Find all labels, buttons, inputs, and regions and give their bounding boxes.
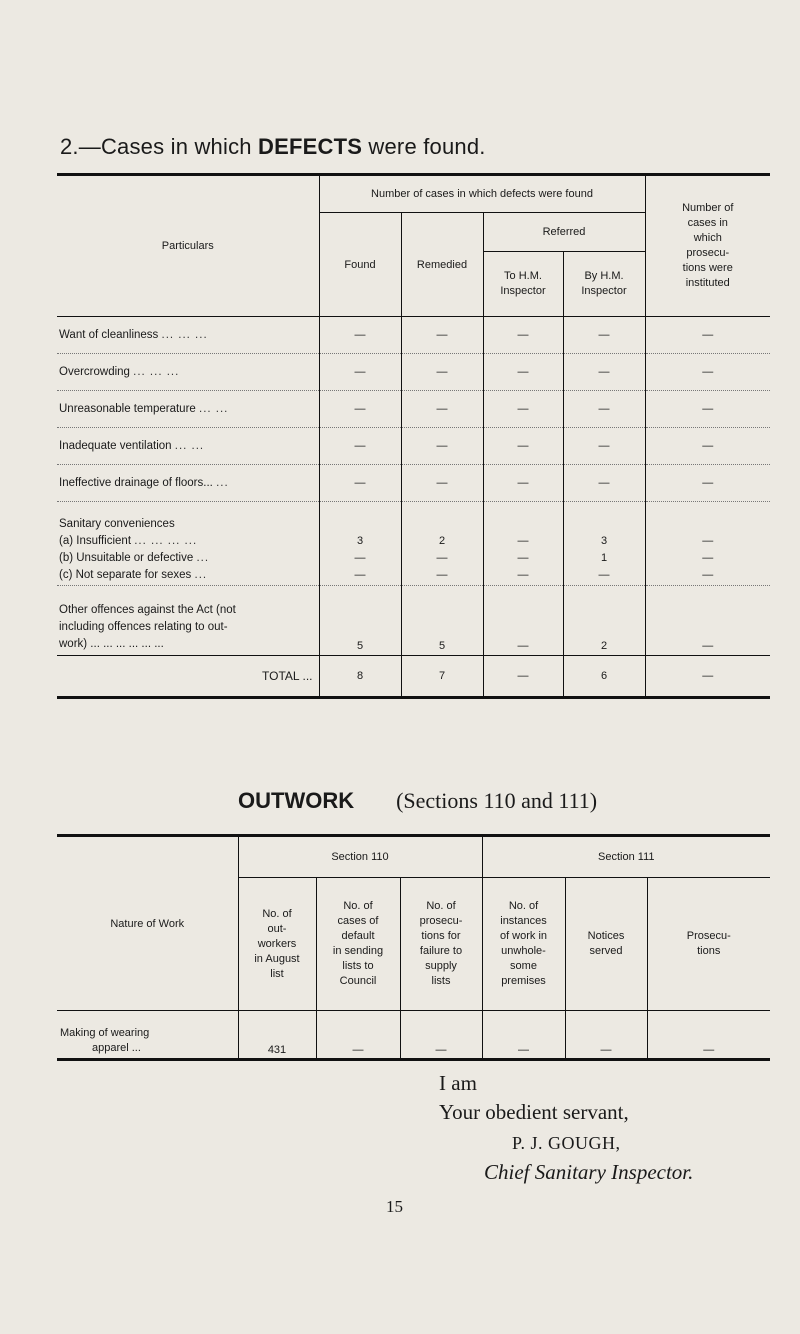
table-row: Overcrowding ... ... ... — — — — —	[57, 354, 770, 391]
outwork-title: OUTWORK (Sections 110 and 111)	[238, 788, 598, 813]
section-title	[60, 134, 486, 160]
row-label: Making of wearing apparel ...	[60, 1027, 150, 1054]
title-bold: DEFECTS	[258, 134, 363, 159]
title-number: 2.	[60, 134, 79, 159]
outwork-table	[57, 834, 770, 1061]
header-section-111: Section 111	[482, 836, 770, 878]
header-unwholesome: No. of instances of work in unwhole- some premises	[482, 878, 565, 1011]
header-notices: Notices served	[565, 878, 647, 1011]
header-default-cases: No. of cases of default in sending lists to Council	[316, 878, 400, 1011]
header-referred: Referred	[483, 213, 645, 252]
title-suffix: were found.	[362, 134, 486, 159]
table-row: Inadequate ventilation ... ... — — — — —	[57, 428, 770, 465]
header-remedied: Remedied	[401, 213, 483, 317]
total-row: TOTAL ... 8 7 — 6 —	[57, 656, 770, 698]
closing-line-1: I am	[439, 1071, 477, 1095]
header-outworkers: No. of out- workers in August list	[238, 878, 316, 1011]
header-particulars: Particulars	[57, 175, 319, 317]
signature-name: P. J. GOUGH,	[512, 1133, 621, 1153]
header-prosecutions: Number of cases in which prosecu- tions were instituted	[645, 175, 770, 317]
table-row-sanitary: Sanitary conveniences (a) Insufficient ... ... ... ... (b) Unsuitable or defective ... (c) Not separate for sexes ... 3 — — 2 — — — — — 3 1 — — — —	[57, 502, 770, 586]
table-row: Unreasonable temperature ... ... — — — — —	[57, 391, 770, 428]
header-nature: Nature of Work	[57, 836, 238, 1011]
table-row: Ineffective drainage of floors... ... — — — — —	[57, 465, 770, 502]
header-prosecutions: Prosecu- tions	[647, 878, 770, 1011]
table-row: Want of cleanliness ... ... ... — — — — —	[57, 317, 770, 354]
table-row: Making of wearing apparel ... 431 — — — — —	[57, 1011, 770, 1060]
header-prosecutions-lists: No. of prosecu- tions for failure to supply lists	[400, 878, 482, 1011]
header-to-hm: To H.M. Inspector	[483, 252, 563, 317]
page-number: 15	[386, 1197, 403, 1216]
closing-line-2: Your obedient servant,	[439, 1100, 629, 1124]
header-by-hm: By H.M. Inspector	[563, 252, 645, 317]
header-group: Number of cases in which defects were found	[319, 175, 645, 213]
defects-table	[57, 173, 770, 699]
signature-role: Chief Sanitary Inspector.	[484, 1160, 694, 1184]
header-found: Found	[319, 213, 401, 317]
header-section-110: Section 110	[238, 836, 482, 878]
title-prefix: —Cases in which	[78, 134, 259, 159]
table-row-other: Other offences against the Act (not including offences relating to out- work) ... ... ... ... ... ... 5 5 — 2 —	[57, 586, 770, 656]
